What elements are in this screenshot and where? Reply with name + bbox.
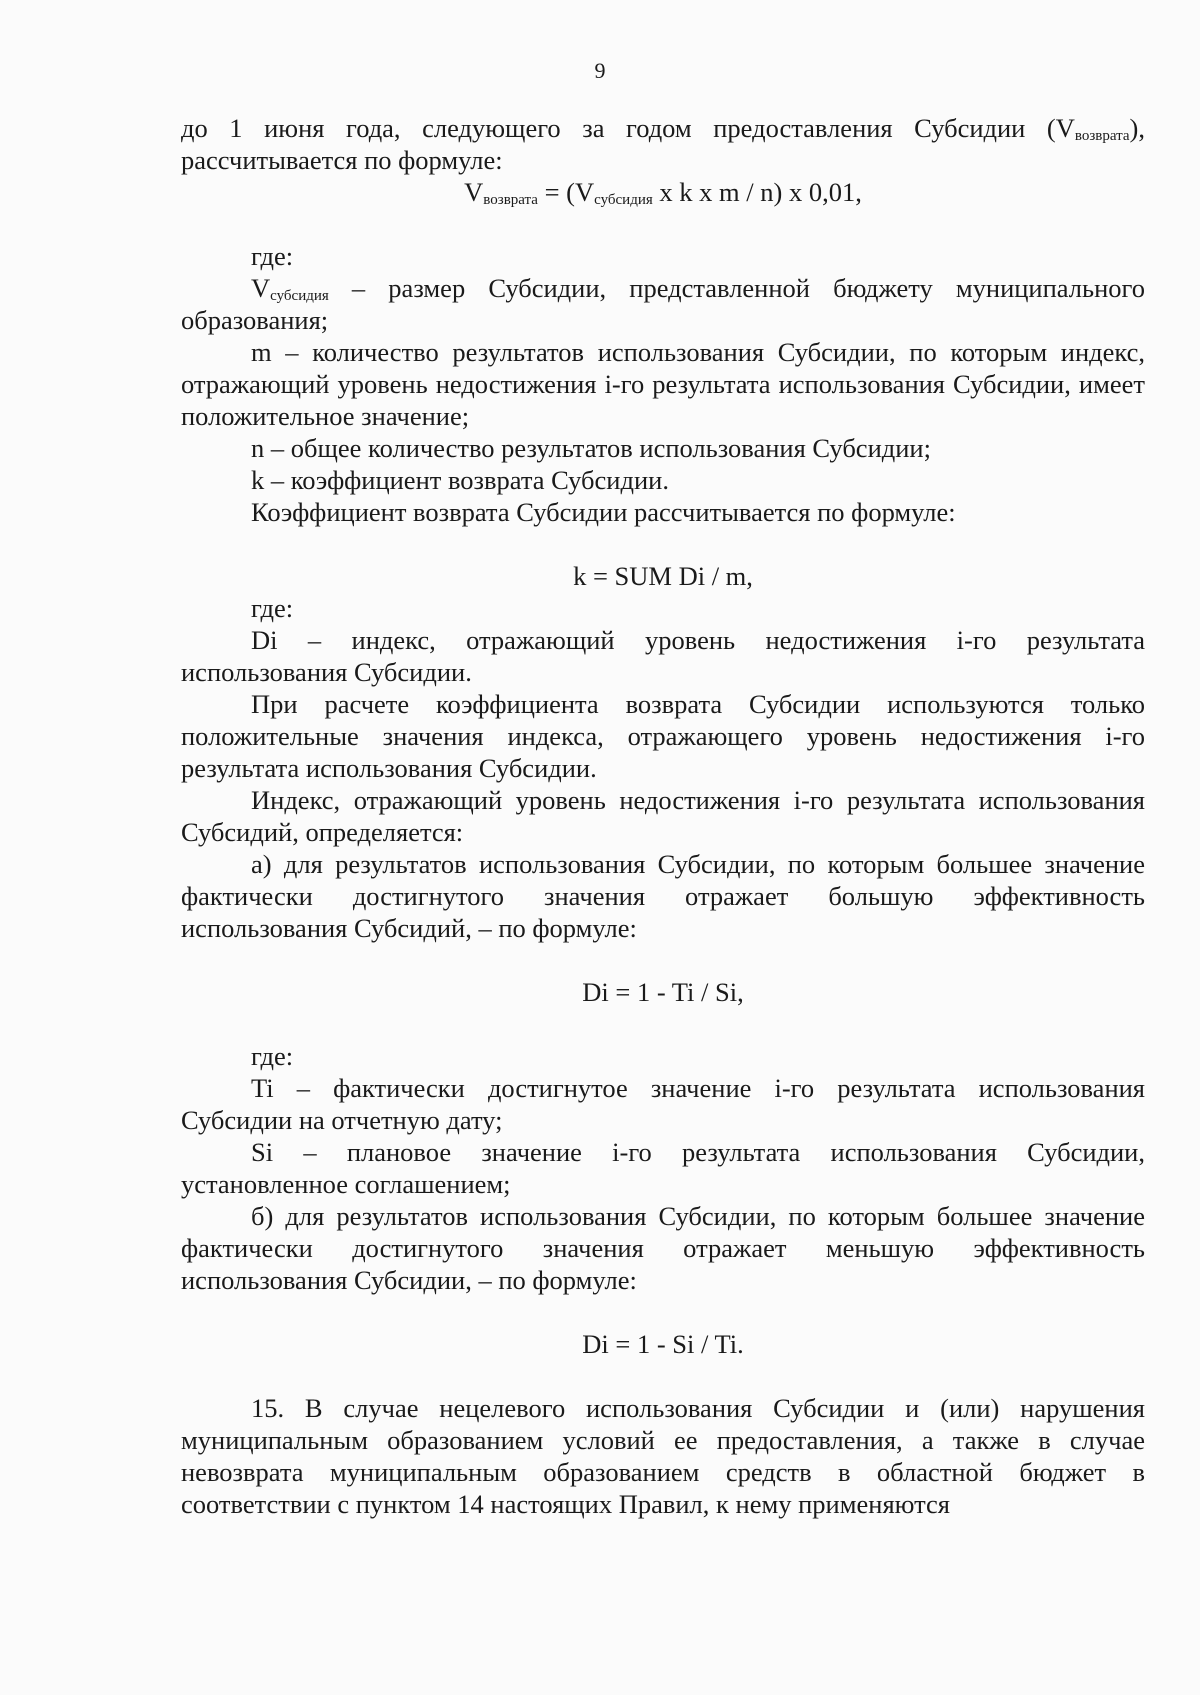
definition-k: k – коэффициент возврата Субсидии.	[251, 465, 669, 495]
formula-di-b: Di = 1 - Si / Ti.	[582, 1329, 744, 1359]
formula-di-a: Di = 1 - Ti / Si,	[582, 977, 744, 1007]
where-label-2: где:	[251, 593, 294, 623]
where-label-1: где:	[251, 241, 294, 271]
definition-n: n – общее количество результатов использования Субсидии;	[251, 433, 931, 463]
paragraph-15: 15. В случае нецелевого использования Субсидии и (или) нарушения муниципальным образованием условий ее предоставления, а также в случае невозврата муниципальным образованием средств в областной бюджет в соответствии с пунктом 14 настоящих Правил, к нему применяются	[181, 1393, 1145, 1519]
paragraph-coefficient: Коэффициент возврата Субсидии рассчитывается по формуле:	[251, 497, 956, 527]
definition-ti: Ti – фактически достигнутое значение i-го результата использования Субсидии на отчетную дату;	[181, 1073, 1145, 1135]
page-number: 9	[594, 58, 606, 83]
definition-v-subsidiya: $V_{субсидия}$ – размер Субсидии, представленной бюджету муниципального образования;	[181, 273, 1145, 335]
paragraph-index: Индекс, отражающий уровень недостижения i-го результата использования Субсидий, определяется:	[181, 785, 1145, 847]
formula-k: k = SUM Di / m,	[573, 561, 753, 591]
definition-di: Di – индекс, отражающий уровень недостижения i-го результата использования Субсидии.	[181, 625, 1145, 687]
where-label-3: где:	[251, 1041, 294, 1071]
definition-m: m – количество результатов использования Субсидии, по которым индекс, отражающий уровень недостижения i-го результата использования Субсидии, имеет положительное значение;	[181, 337, 1145, 431]
paragraph-case-a: а) для результатов использования Субсидии, по которым большее значение фактически достигнутого значения отражает большую эффективность использования Субсидий, – по формуле:	[181, 849, 1145, 943]
paragraph-intro: до 1 июня года, следующего за годом предоставления Субсидии $(V_{возврата})$, рассчитывается по формуле:	[181, 113, 1145, 175]
document-body	[181, 112, 1145, 1520]
paragraph-case-b: б) для результатов использования Субсидии, по которым большее значение фактически достигнутого значения отражает меньшую эффективность использования Субсидии, – по формуле:	[181, 1201, 1145, 1295]
formula-v-vozvrata: $V_{возврата} = (V_{субсидия}$ x k x m / n) x 0,01,	[464, 177, 862, 208]
definition-si: Si – плановое значение i-го результата использования Субсидии, установленное соглашением;	[181, 1137, 1145, 1199]
paragraph-positive-values: При расчете коэффициента возврата Субсидии используются только положительные значения индекса, отражающего уровень недостижения i-го результата использования Субсидии.	[181, 689, 1145, 783]
